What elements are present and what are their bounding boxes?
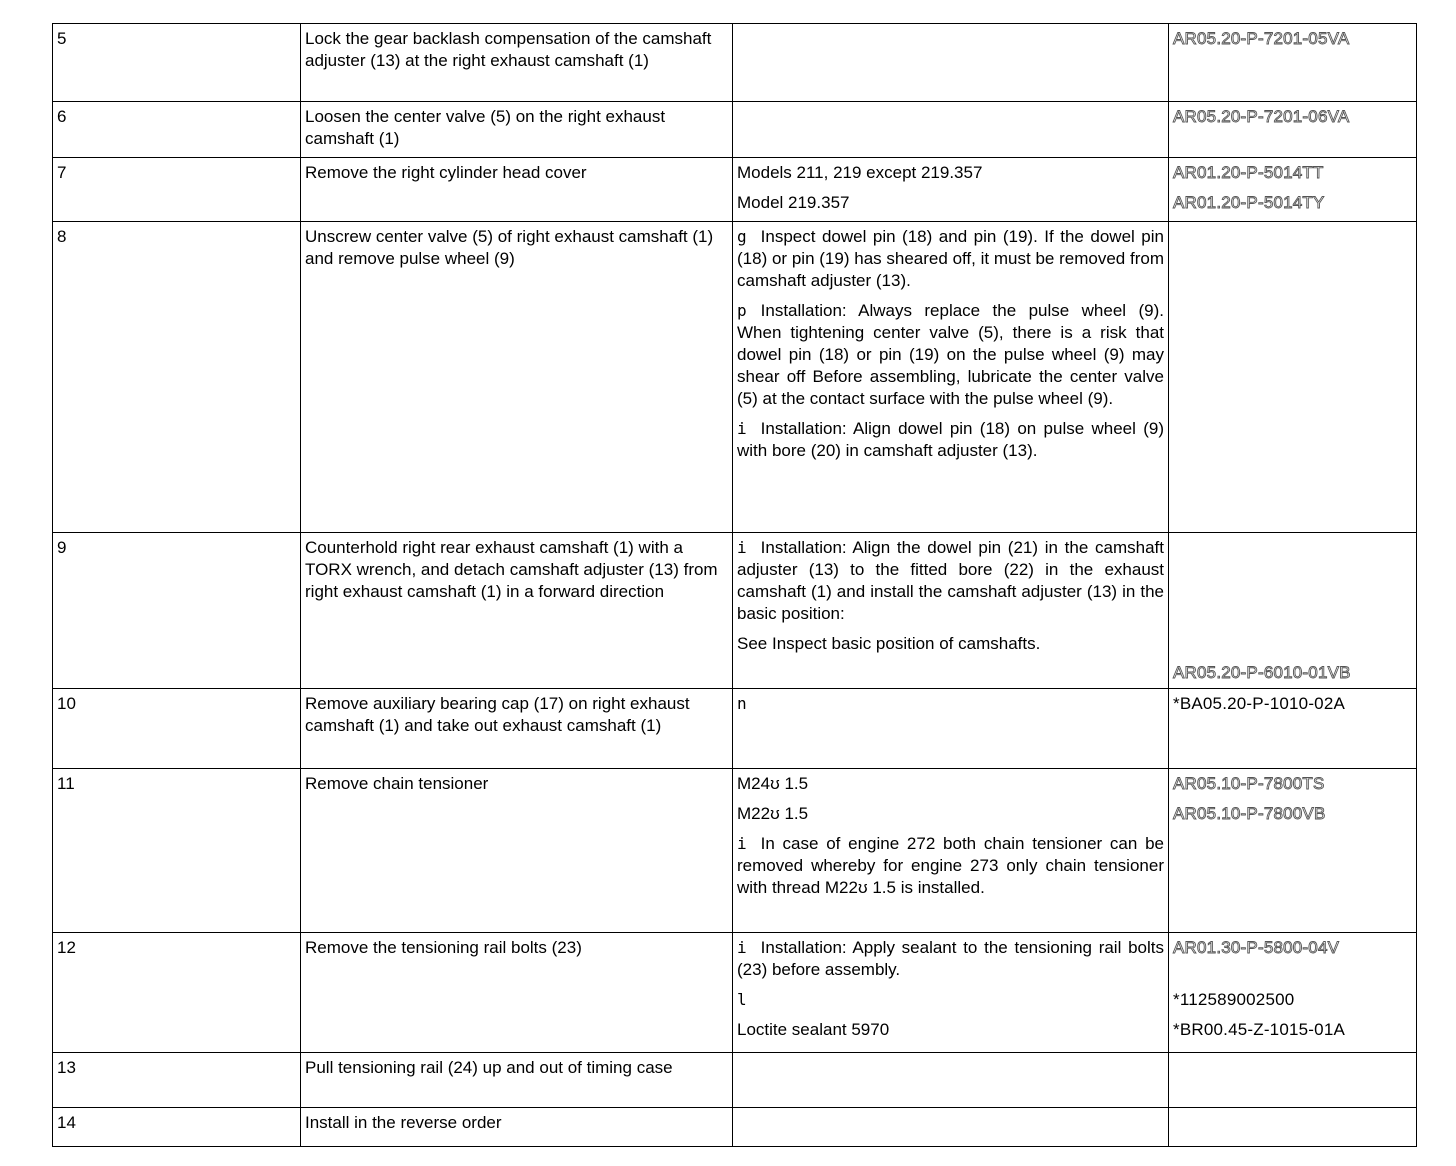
note-text: Installation: Apply sealant to the tensioning rail bolts (23) before assembly. xyxy=(737,938,1164,979)
step-notes xyxy=(733,689,1169,769)
reference-link[interactable]: AR01.30-P-5800-04V xyxy=(1173,938,1340,957)
step-description: Pull tensioning rail (24) up and out of timing case xyxy=(301,1053,733,1108)
reference-link[interactable]: AR01.20-P-5014TY xyxy=(1173,193,1325,212)
step-notes xyxy=(733,158,1169,222)
table-row xyxy=(53,689,1417,769)
note-paragraph xyxy=(737,537,1164,625)
step-number: 8 xyxy=(53,222,301,533)
reference-link[interactable]: AR05.20-P-6010-01VB xyxy=(1173,663,1351,682)
inspect-icon: g xyxy=(737,227,747,246)
step-refs xyxy=(1169,102,1417,158)
note-text: Installation: Always replace the pulse wheel (9). When tightening center valve (5), there is a risk that dowel pin (18) or pin (19) on the pulse wheel (9) may shear off Before assembling, lubricate the center valve (5) at the contact surface with the pulse wheel (9). xyxy=(737,301,1164,408)
info-icon: i xyxy=(737,538,747,557)
step-description: Lock the gear backlash compensation of the camshaft adjuster (13) at the right exhaust camshaft (1) xyxy=(301,24,733,102)
note-text: M24ʊ 1.5 xyxy=(737,774,809,793)
step-description: Remove chain tensioner xyxy=(301,769,733,933)
note-text: Loctite sealant 5970 xyxy=(737,1020,890,1039)
note-paragraph xyxy=(737,833,1164,899)
step-refs xyxy=(1169,769,1417,933)
table-row xyxy=(53,933,1417,1053)
material-icon: l xyxy=(737,990,747,1009)
note-paragraph xyxy=(737,226,1164,292)
reference-link[interactable]: AR01.20-P-5014TT xyxy=(1173,163,1324,182)
step-description: Unscrew center valve (5) of right exhaust camshaft (1) and remove pulse wheel (9) xyxy=(301,222,733,533)
note-text: Installation: Align dowel pin (18) on pulse wheel (9) with bore (20) in camshaft adjuster (13). xyxy=(737,419,1164,460)
note-text: Model 219.357 xyxy=(737,193,850,212)
note-paragraph xyxy=(737,300,1164,410)
table-row xyxy=(53,158,1417,222)
note-text: Installation: Align the dowel pin (21) in the camshaft adjuster (13) to the fitted bore (22) in the exhaust camshaft (1) and install the camshaft adjuster (13) in the basic position: xyxy=(737,538,1164,623)
step-description: Remove the right cylinder head cover xyxy=(301,158,733,222)
step-refs xyxy=(1169,933,1417,1053)
step-number: 12 xyxy=(53,933,301,1053)
step-description: Loosen the center valve (5) on the right exhaust camshaft (1) xyxy=(301,102,733,158)
table-row xyxy=(53,24,1417,102)
procedure-table xyxy=(52,23,1417,1147)
step-notes xyxy=(733,769,1169,933)
step-number: 9 xyxy=(53,533,301,689)
info-icon: i xyxy=(737,419,747,438)
note-paragraph xyxy=(737,937,1164,981)
reference-link[interactable]: AR05.20-P-7201-05VA xyxy=(1173,29,1350,48)
step-description: Remove the tensioning rail bolts (23) xyxy=(301,933,733,1053)
step-refs xyxy=(1169,1108,1417,1147)
table-row xyxy=(53,222,1417,533)
step-notes xyxy=(733,933,1169,1053)
reference-link[interactable]: AR05.20-P-7201-06VA xyxy=(1173,107,1350,126)
info-icon: i xyxy=(737,834,747,853)
note-text: Models 211, 219 except 219.357 xyxy=(737,163,983,182)
info-icon: i xyxy=(737,938,747,957)
step-refs xyxy=(1169,158,1417,222)
step-description: Remove auxiliary bearing cap (17) on right exhaust camshaft (1) and take out exhaust camshaft (1) xyxy=(301,689,733,769)
step-refs xyxy=(1169,24,1417,102)
step-notes xyxy=(733,1053,1169,1108)
reference-link[interactable]: AR05.10-P-7800VB xyxy=(1173,804,1326,823)
note-paragraph xyxy=(737,989,1164,1011)
step-notes xyxy=(733,102,1169,158)
step-refs xyxy=(1169,222,1417,533)
note-paragraph xyxy=(737,693,1164,715)
reference-link[interactable]: AR05.10-P-7800TS xyxy=(1173,774,1325,793)
step-refs xyxy=(1169,1053,1417,1108)
table-row xyxy=(53,1108,1417,1147)
reference-link[interactable]: *BA05.20-P-1010-02A xyxy=(1173,694,1346,713)
step-notes xyxy=(733,533,1169,689)
reference-link[interactable]: *BR00.45-Z-1015-01A xyxy=(1173,1020,1346,1039)
step-refs xyxy=(1169,689,1417,769)
reference-link[interactable]: *112589002500 xyxy=(1173,990,1295,1009)
step-notes xyxy=(733,222,1169,533)
step-refs xyxy=(1169,533,1417,689)
note-text: In case of engine 272 both chain tensioner can be removed whereby for engine 273 only chain tensioner with thread M22ʊ 1.5 is installed. xyxy=(737,834,1164,897)
note-paragraph xyxy=(737,418,1164,462)
step-number: 10 xyxy=(53,689,301,769)
note-text: See Inspect basic position of camshafts. xyxy=(737,634,1041,653)
step-number: 14 xyxy=(53,1108,301,1147)
step-description: Install in the reverse order xyxy=(301,1108,733,1147)
step-notes xyxy=(733,1108,1169,1147)
step-number: 6 xyxy=(53,102,301,158)
table-row xyxy=(53,102,1417,158)
table-row xyxy=(53,533,1417,689)
replace-part-icon: p xyxy=(737,301,747,320)
step-number: 5 xyxy=(53,24,301,102)
note-text: Inspect dowel pin (18) and pin (19). If the dowel pin (18) or pin (19) has sheared off, it must be removed from camshaft adjuster (13). xyxy=(737,227,1164,290)
step-number: 7 xyxy=(53,158,301,222)
table-row xyxy=(53,1053,1417,1108)
step-description: Counterhold right rear exhaust camshaft (1) with a TORX wrench, and detach camshaft adjuster (13) from right exhaust camshaft (1) in a forward direction xyxy=(301,533,733,689)
step-number: 11 xyxy=(53,769,301,933)
step-number: 13 xyxy=(53,1053,301,1108)
step-notes xyxy=(733,24,1169,102)
tool-icon: n xyxy=(737,694,747,713)
note-text: M22ʊ 1.5 xyxy=(737,804,809,823)
table-row xyxy=(53,769,1417,933)
